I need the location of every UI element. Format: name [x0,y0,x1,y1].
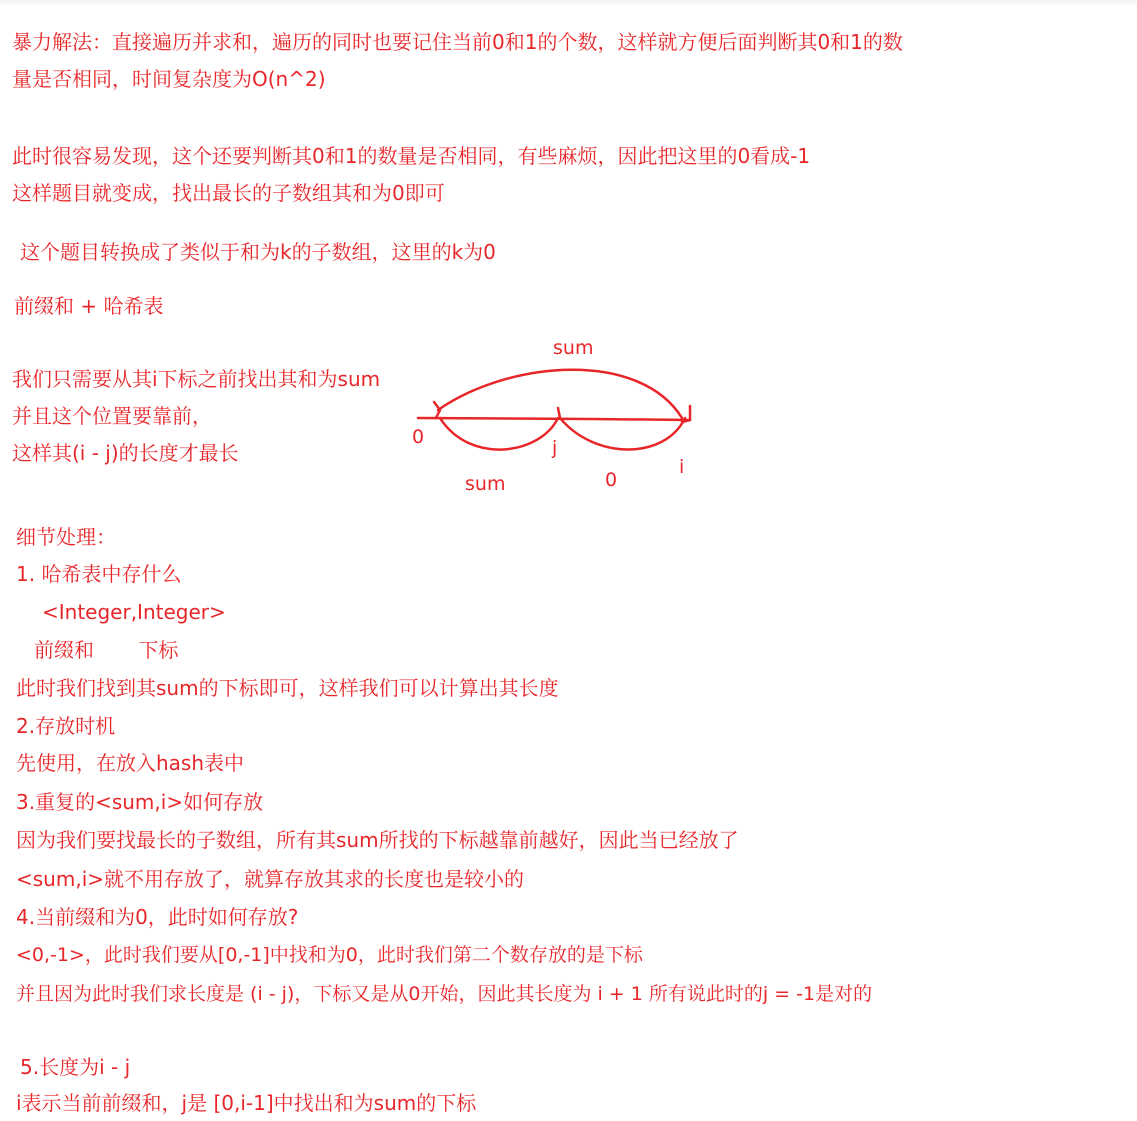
note-line-23: 5.长度为i - j [20,1055,131,1079]
zero-arc-bottom [560,418,685,450]
note-line-16: 先使用，在放入hash表中 [16,751,245,775]
tick-middle [558,408,560,418]
diagram-label-sum-top: sum [553,337,594,359]
note-line-21: <0,-1>，此时我们要从[0,-1]中找和为0，此时我们第二个数存放的是下标 [16,944,643,966]
note-line-1: 暴力解法：直接遍历并求和，遍历的同时也要记住当前0和1的个数，这样就方便后面判断其0和1的数 [12,30,903,54]
note-line-3: 此时很容易发现，这个还要判断其0和1的数量是否相同，有些麻烦，因此把这里的0看成-1 [12,144,811,168]
note-line-9: 这样其(i - j)的长度才最长 [12,441,239,465]
note-line-19: <sum,i>就不用存放了，就算存放其求的长度也是较小的 [16,867,525,891]
prefix-sum-diagram [400,330,720,505]
note-line-17: 3.重复的<sum,i>如何存放 [16,790,264,814]
note-line-4: 这样题目就变成，找出最长的子数组其和为0即可 [12,181,445,205]
diagram-label-j: j [552,437,558,459]
note-line-14: 此时我们找到其sum的下标即可，这样我们可以计算出其长度 [16,676,559,700]
diagram-label-zero-bottom: 0 [605,469,618,491]
note-line-20: 4.当前缀和为0，此时如何存放? [16,905,299,929]
note-line-2: 量是否相同，时间复杂度为O(n^2) [12,67,326,91]
sum-arc-top [438,370,682,418]
note-line-7: 我们只需要从其i下标之前找出其和为sum [12,367,381,391]
base-line [418,418,690,420]
diagram-label-zero-left: 0 [412,426,425,448]
top-divider [0,0,1137,6]
note-line-6: 前缀和 + 哈希表 [14,294,164,318]
note-line-15: 2.存放时机 [16,714,116,738]
note-line-8: 并且这个位置要靠前， [12,404,212,428]
note-line-13: 前缀和 下标 [34,638,179,662]
note-line-22: 并且因为此时我们求长度是 (i - j)，下标又是从0开始，因此其长度为 i + 1 所有说此时的j = -1是对的 [16,983,873,1005]
note-line-10: 细节处理： [16,525,116,549]
note-line-12: <Integer,Integer> [42,600,226,624]
note-line-11: 1. 哈希表中存什么 [16,562,182,586]
diagram-label-sum-bottom: sum [465,473,506,495]
sum-arc-bottom [440,418,558,450]
note-line-18: 因为我们要找最长的子数组，所有其sum所找的下标越靠前越好，因此当已经放了 [16,828,739,852]
note-line-5: 这个题目转换成了类似于和为k的子数组，这里的k为0 [20,240,496,264]
diagram-label-i: i [679,456,685,478]
note-line-24: i表示当前前缀和，j是 [0,i-1]中找出和为sum的下标 [16,1091,477,1115]
